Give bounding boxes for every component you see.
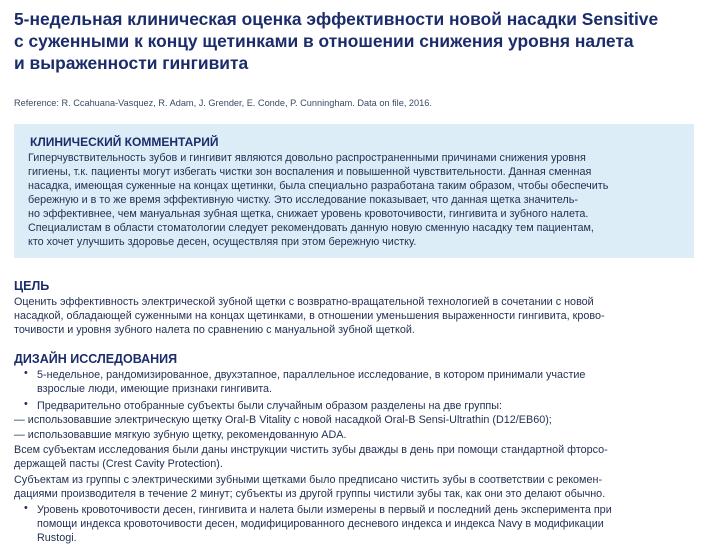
design-bullet-1-line: 5-недельное, рандомизированное, двухэтапное, параллельное исследование, в котором принимали участие [37,369,586,381]
design-procedure-line: дациями производителя в течение 2 минут; субъекты из другой группы чистили зубы так, как они это делают обычно. [14,488,606,500]
design-instructions-line: Всем субъектам исследования были даны инструкции чистить зубы дважды в день при помощи стандартной фторсо- [14,444,608,456]
page-title [14,8,699,74]
goal-line: точивости и уровня зубного налета по сравнению с мануальной зубной щеткой. [14,324,415,336]
title-line-2: с суженными к концу щетинками в отношении снижения уровня налета [14,31,634,51]
comment-line: бережную и в то же время эффективную чистку. Это исследование показывает, что данная щетка значитель- [28,194,578,206]
design-group-2: — использовавшие мягкую зубную щетку, рекомендованную ADA. [14,429,347,441]
goal-heading: ЦЕЛЬ [14,279,50,293]
comment-line: насадка, имеющая суженные на концах щетинки, была специально разработана таким образом, чтобы обеспечить [28,180,609,192]
bullet-marker: • [24,398,28,410]
comment-line: гигиены, т.к. пациенты могут избегать чистки зон воспаления и повышенной чувствительности. Данная сменная [28,166,592,178]
design-bullet-3-line: Rustogi. [37,532,77,544]
design-instructions-line: держащей пасты (Crest Cavity Protection). [14,458,223,470]
design-group-1: — использовавшие электрическую щетку Oral-B Vitality с новой насадкой Oral-B Sensi-Ultrathin (D12/EB60); [14,414,552,426]
design-bullet-3-line: помощи индекса кровоточивости десен, модифицированного десневого индекса и индекса Navy в модификации [37,518,604,530]
bullet-marker: • [24,502,28,514]
comment-line: Гиперчувствительность зубов и гингивит являются довольно распространенными причинами снижения уровня [28,152,586,164]
title-line-3: и выраженности гингивита [14,53,249,73]
design-bullet-3-line: Уровень кровоточивости десен, гингивита и налета были измерены в первый и последний день эксперимента при [37,504,612,516]
clinical-comment-heading: КЛИНИЧЕСКИЙ КОММЕНТАРИЙ [30,135,219,149]
goal-line: насадкой, обладающей суженными на концах щетинками, в отношении уменьшения выраженности гингивита, крово- [14,310,605,322]
design-bullet-2: Предварительно отобранные субъекты были случайным образом разделены на две группы: [37,400,503,412]
title-line-1: 5-недельная клиническая оценка эффективности новой насадки Sensitive [14,9,659,29]
goal-line: Оценить эффективность электрической зубной щетки с возвратно-вращательной технологией в сочетании с новой [14,296,594,308]
bullet-marker: • [24,367,28,379]
clinical-comment-box [14,124,694,258]
comment-line: кто хочет улучшить здоровье десен, осуществляя при этом бережную чистку. [28,236,417,248]
design-procedure-line: Субъектам из группы с электрическими зубными щетками было предписано чистить зубы в соответствии с рекомен- [14,474,603,486]
design-bullet-1-line: взрослые люди, имеющие признаки гингивита. [37,383,273,395]
comment-line: но эффективнее, чем мануальная зубная щетка, снижает уровень кровоточивости, гингивита и зубного налета. [28,208,589,220]
reference-citation: Reference: R. Ccahuana-Vasquez, R. Adam, J. Grender, E. Conde, P. Cunningham. Data on file, 2016. [14,98,432,108]
design-heading: ДИЗАЙН ИССЛЕДОВАНИЯ [14,352,178,366]
comment-line: Специалистам в области стоматологии следует рекомендовать данную новую сменную насадку тем пациентам, [28,222,594,234]
